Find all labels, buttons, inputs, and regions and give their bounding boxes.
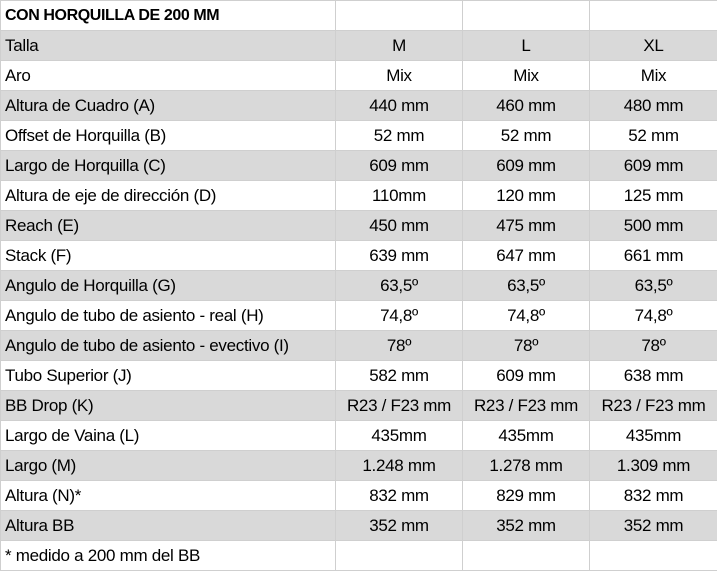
cell-m: 1.248 mm	[336, 451, 463, 481]
cell-l: Mix	[463, 61, 590, 91]
table-row	[1, 481, 717, 511]
table-row	[1, 241, 717, 271]
cell-l: 52 mm	[463, 121, 590, 151]
cell-xl: 435mm	[590, 421, 717, 451]
row-label: Altura (N)*	[1, 481, 336, 511]
row-label: Altura de Cuadro (A)	[1, 91, 336, 121]
cell-m: 582 mm	[336, 361, 463, 391]
cell-xl: 638 mm	[590, 361, 717, 391]
cell-xl: 480 mm	[590, 91, 717, 121]
cell-xl: 352 mm	[590, 511, 717, 541]
cell-l: 829 mm	[463, 481, 590, 511]
table-row	[1, 391, 717, 421]
column-header-xl: XL	[590, 31, 717, 61]
footnote: * medido a 200 mm del BB	[1, 541, 336, 571]
table-row	[1, 331, 717, 361]
table-row	[1, 121, 717, 151]
row-label: Tubo Superior (J)	[1, 361, 336, 391]
cell-m: 52 mm	[336, 121, 463, 151]
cell-xl: 500 mm	[590, 211, 717, 241]
cell-xl: 52 mm	[590, 121, 717, 151]
cell-xl: R23 / F23 mm	[590, 391, 717, 421]
table-row	[1, 61, 717, 91]
cell-l: 352 mm	[463, 511, 590, 541]
cell-l: 647 mm	[463, 241, 590, 271]
row-label: Reach (E)	[1, 211, 336, 241]
cell-l: 63,5º	[463, 271, 590, 301]
cell-xl: 609 mm	[590, 151, 717, 181]
cell-m: 832 mm	[336, 481, 463, 511]
cell-l: 609 mm	[463, 151, 590, 181]
row-label: Altura BB	[1, 511, 336, 541]
table-row	[1, 271, 717, 301]
row-label: Altura de eje de dirección (D)	[1, 181, 336, 211]
row-label: Angulo de Horquilla (G)	[1, 271, 336, 301]
cell-m: 74,8º	[336, 301, 463, 331]
empty-cell	[336, 541, 463, 571]
empty-cell	[336, 1, 463, 31]
column-header-l: L	[463, 31, 590, 61]
empty-cell	[590, 541, 717, 571]
table-title: CON HORQUILLA DE 200 MM	[1, 1, 336, 31]
row-label: BB Drop (K)	[1, 391, 336, 421]
cell-m: 440 mm	[336, 91, 463, 121]
cell-l: 435mm	[463, 421, 590, 451]
empty-cell	[463, 541, 590, 571]
cell-xl: 125 mm	[590, 181, 717, 211]
row-label: Largo de Vaina (L)	[1, 421, 336, 451]
cell-m: 639 mm	[336, 241, 463, 271]
cell-m: 609 mm	[336, 151, 463, 181]
cell-l: 1.278 mm	[463, 451, 590, 481]
cell-xl: 1.309 mm	[590, 451, 717, 481]
row-label: Aro	[1, 61, 336, 91]
cell-m: 450 mm	[336, 211, 463, 241]
cell-xl: 63,5º	[590, 271, 717, 301]
cell-m: 110mm	[336, 181, 463, 211]
table-row	[1, 361, 717, 391]
table-row	[1, 211, 717, 241]
table-row	[1, 91, 717, 121]
cell-l: 609 mm	[463, 361, 590, 391]
cell-l: R23 / F23 mm	[463, 391, 590, 421]
row-label: Offset de Horquilla (B)	[1, 121, 336, 151]
table-row	[1, 451, 717, 481]
row-label: Largo de Horquilla (C)	[1, 151, 336, 181]
cell-m: 352 mm	[336, 511, 463, 541]
cell-xl: Mix	[590, 61, 717, 91]
table-row	[1, 511, 717, 541]
row-label: Angulo de tubo de asiento - evectivo (I)	[1, 331, 336, 361]
cell-m: Mix	[336, 61, 463, 91]
header-row	[1, 31, 717, 61]
cell-l: 78º	[463, 331, 590, 361]
footnote-row	[1, 541, 717, 571]
cell-l: 460 mm	[463, 91, 590, 121]
cell-m: 78º	[336, 331, 463, 361]
cell-xl: 78º	[590, 331, 717, 361]
row-label: Angulo de tubo de asiento - real (H)	[1, 301, 336, 331]
row-label: Largo (M)	[1, 451, 336, 481]
cell-l: 120 mm	[463, 181, 590, 211]
cell-xl: 832 mm	[590, 481, 717, 511]
table-row	[1, 151, 717, 181]
table-row	[1, 421, 717, 451]
empty-cell	[590, 1, 717, 31]
table-row	[1, 181, 717, 211]
title-row	[1, 1, 717, 31]
column-header-talla: Talla	[1, 31, 336, 61]
row-label: Stack (F)	[1, 241, 336, 271]
cell-m: 435mm	[336, 421, 463, 451]
table-row	[1, 301, 717, 331]
cell-m: R23 / F23 mm	[336, 391, 463, 421]
cell-xl: 74,8º	[590, 301, 717, 331]
cell-l: 74,8º	[463, 301, 590, 331]
column-header-m: M	[336, 31, 463, 61]
empty-cell	[463, 1, 590, 31]
cell-xl: 661 mm	[590, 241, 717, 271]
cell-l: 475 mm	[463, 211, 590, 241]
cell-m: 63,5º	[336, 271, 463, 301]
